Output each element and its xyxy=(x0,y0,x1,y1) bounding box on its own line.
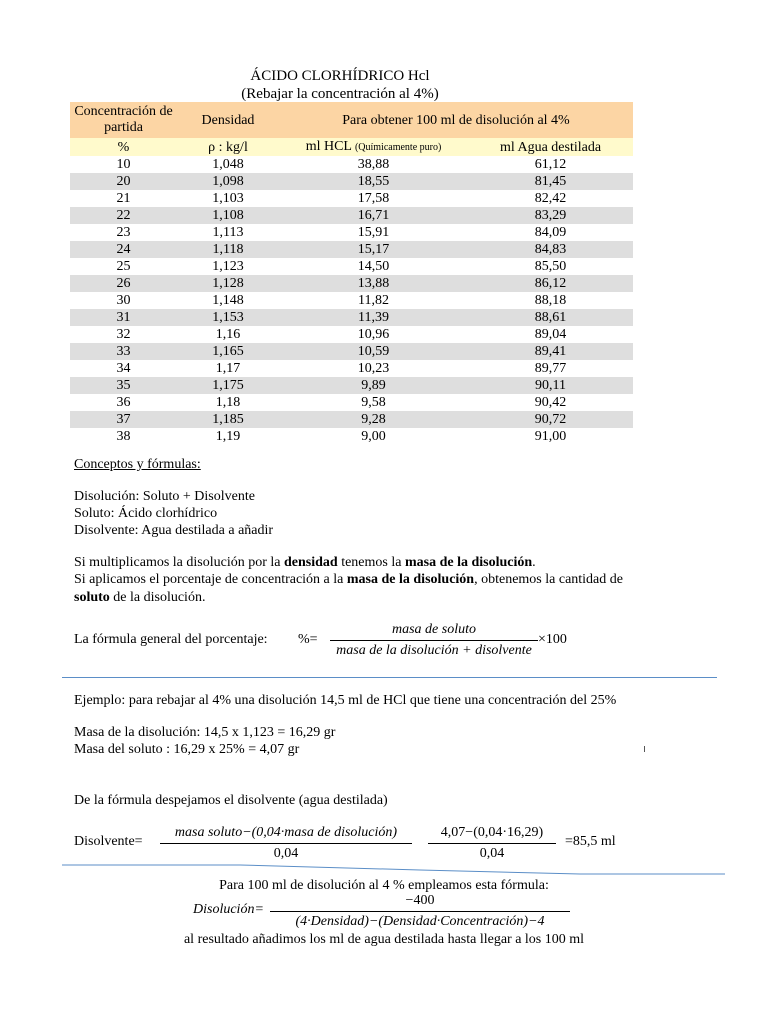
cell-ml-water: 88,61 xyxy=(468,309,633,326)
disolvente-label: Disolvente= xyxy=(74,834,143,849)
cell-density: 1,108 xyxy=(177,207,279,224)
cell-concentration: 36 xyxy=(70,394,177,411)
unit-density: ρ : kg/l xyxy=(177,138,279,156)
cell-ml-hcl: 10,23 xyxy=(279,360,468,377)
cell-concentration: 24 xyxy=(70,241,177,258)
table-row xyxy=(70,309,633,326)
paragraph-soluto: soluto de la disolución. xyxy=(74,590,206,605)
cell-concentration: 30 xyxy=(70,292,177,309)
cell-density: 1,148 xyxy=(177,292,279,309)
table-row xyxy=(70,173,633,190)
cell-ml-water: 90,11 xyxy=(468,377,633,394)
example-masa-disolucion: Masa de la disolución: 14,5 x 1,123 = 16,29 gr xyxy=(74,725,336,740)
unit-hcl-note: (Químicamente puro) xyxy=(354,142,442,153)
cell-density: 1,153 xyxy=(177,309,279,326)
formula-general-lhs: %= xyxy=(298,632,318,647)
cell-ml-water: 88,18 xyxy=(468,292,633,309)
table-row xyxy=(70,326,633,343)
cell-ml-hcl: 18,55 xyxy=(279,173,468,190)
disolvente-fraction-numeric xyxy=(428,825,556,862)
formula-general-numerator: masa de soluto xyxy=(392,622,476,637)
cell-ml-water: 90,42 xyxy=(468,394,633,411)
cell-ml-water: 61,12 xyxy=(468,156,633,173)
table-header-row xyxy=(70,102,633,138)
concept-disolucion: Disolución: Soluto + Disolvente xyxy=(74,489,255,504)
table-row xyxy=(70,207,633,224)
cell-ml-water: 86,12 xyxy=(468,275,633,292)
disolvente-result: =85,5 ml xyxy=(565,834,616,849)
cell-concentration: 20 xyxy=(70,173,177,190)
header-obtain: Para obtener 100 ml de disolución al 4% xyxy=(279,102,633,138)
cell-ml-water: 90,72 xyxy=(468,411,633,428)
cell-ml-hcl: 14,50 xyxy=(279,258,468,275)
table-row xyxy=(70,377,633,394)
cell-density: 1,118 xyxy=(177,241,279,258)
final-denominator: (4·Densidad)−(Densidad·Concentración)−4 xyxy=(270,911,570,930)
cell-ml-hcl: 10,96 xyxy=(279,326,468,343)
final-intro: Para 100 ml de disolución al 4 % empleamos esta fórmula: xyxy=(219,878,549,893)
final-fraction xyxy=(270,893,570,930)
table-row xyxy=(70,292,633,309)
cell-concentration: 22 xyxy=(70,207,177,224)
cell-ml-hcl: 9,00 xyxy=(279,428,468,445)
unit-percent: % xyxy=(70,138,177,156)
cell-ml-water: 89,04 xyxy=(468,326,633,343)
table-row xyxy=(70,343,633,360)
table-row xyxy=(70,411,633,428)
cell-concentration: 33 xyxy=(70,343,177,360)
example-text: Ejemplo: para rebajar al 4% una disolución 14,5 ml de HCl que tiene una concentración del 25% xyxy=(74,693,617,708)
cell-concentration: 38 xyxy=(70,428,177,445)
table-row xyxy=(70,190,633,207)
cell-concentration: 21 xyxy=(70,190,177,207)
cell-ml-hcl: 17,58 xyxy=(279,190,468,207)
cell-ml-hcl: 11,82 xyxy=(279,292,468,309)
table-row xyxy=(70,224,633,241)
disolvente-fraction-symbolic xyxy=(160,825,412,862)
page-title: ÁCIDO CLORHÍDRICO Hcl xyxy=(250,68,430,84)
formula-general-fraction xyxy=(330,622,538,659)
cell-density: 1,098 xyxy=(177,173,279,190)
example-masa-soluto: Masa del soluto : 16,29 x 25% = 4,07 gr xyxy=(74,742,300,757)
cell-concentration: 26 xyxy=(70,275,177,292)
cell-concentration: 23 xyxy=(70,224,177,241)
page-subtitle: (Rebajar la concentración al 4%) xyxy=(241,86,439,102)
cell-density: 1,16 xyxy=(177,326,279,343)
concentration-table xyxy=(70,102,633,445)
paragraph-porcentaje: Si aplicamos el porcentaje de concentración a la masa de la disolución, obtenemos la cantidad de xyxy=(74,572,623,587)
cell-ml-hcl: 9,58 xyxy=(279,394,468,411)
cell-concentration: 34 xyxy=(70,360,177,377)
table-units-row xyxy=(70,138,633,156)
cell-ml-water: 89,77 xyxy=(468,360,633,377)
cell-density: 1,19 xyxy=(177,428,279,445)
stray-mark xyxy=(644,746,645,752)
cell-concentration: 35 xyxy=(70,377,177,394)
cell-concentration: 32 xyxy=(70,326,177,343)
unit-water: ml Agua destilada xyxy=(468,138,633,156)
cell-ml-water: 85,50 xyxy=(468,258,633,275)
cell-ml-water: 84,09 xyxy=(468,224,633,241)
cell-density: 1,113 xyxy=(177,224,279,241)
paragraph-densidad: Si multiplicamos la disolución por la densidad tenemos la masa de la disolución. xyxy=(74,555,536,570)
cell-ml-hcl: 13,88 xyxy=(279,275,468,292)
disolvente-numerator-numeric: 4,07−(0,04·16,29) xyxy=(440,825,544,840)
header-concentration: Concentración de partida xyxy=(70,102,177,138)
cell-ml-hcl: 38,88 xyxy=(279,156,468,173)
divider-line xyxy=(62,677,717,678)
cell-ml-hcl: 11,39 xyxy=(279,309,468,326)
table-row xyxy=(70,428,633,445)
table-row xyxy=(70,258,633,275)
disolvente-denominator-numeric: 0,04 xyxy=(428,843,556,862)
cell-ml-hcl: 15,17 xyxy=(279,241,468,258)
cell-density: 1,18 xyxy=(177,394,279,411)
formula-general-times: ×100 xyxy=(538,632,567,647)
table-row xyxy=(70,241,633,258)
final-outro: al resultado añadimos los ml de agua destilada hasta llegar a los 100 ml xyxy=(183,932,585,947)
formula-general-denominator: masa de la disolución + disolvente xyxy=(330,640,538,659)
cell-density: 1,123 xyxy=(177,258,279,275)
cell-ml-hcl: 9,89 xyxy=(279,377,468,394)
concepts-heading: Conceptos y fórmulas: xyxy=(74,457,201,472)
cell-density: 1,103 xyxy=(177,190,279,207)
cell-ml-hcl: 9,28 xyxy=(279,411,468,428)
concept-soluto: Soluto: Ácido clorhídrico xyxy=(74,506,218,521)
final-numerator: −400 xyxy=(405,893,435,908)
cell-ml-water: 89,41 xyxy=(468,343,633,360)
cell-ml-water: 91,00 xyxy=(468,428,633,445)
cell-concentration: 31 xyxy=(70,309,177,326)
unit-hcl-label: ml HCL xyxy=(305,139,352,154)
concept-disolvente: Disolvente: Agua destilada a añadir xyxy=(74,523,274,538)
cell-density: 1,128 xyxy=(177,275,279,292)
table-row xyxy=(70,156,633,173)
cell-ml-water: 83,29 xyxy=(468,207,633,224)
cell-concentration: 25 xyxy=(70,258,177,275)
cell-ml-water: 82,42 xyxy=(468,190,633,207)
table-row xyxy=(70,394,633,411)
cell-density: 1,165 xyxy=(177,343,279,360)
table-row xyxy=(70,275,633,292)
header-density: Densidad xyxy=(177,102,279,138)
cell-concentration: 10 xyxy=(70,156,177,173)
final-label: Disolución= xyxy=(193,902,264,917)
formula-general-label: La fórmula general del porcentaje: xyxy=(74,632,268,647)
cell-density: 1,175 xyxy=(177,377,279,394)
cell-ml-hcl: 16,71 xyxy=(279,207,468,224)
unit-hcl xyxy=(279,138,468,156)
cell-ml-water: 81,45 xyxy=(468,173,633,190)
despejamos-text: De la fórmula despejamos el disolvente (agua destilada) xyxy=(74,793,388,808)
cell-concentration: 37 xyxy=(70,411,177,428)
cell-density: 1,048 xyxy=(177,156,279,173)
cell-ml-hcl: 10,59 xyxy=(279,343,468,360)
cell-ml-hcl: 15,91 xyxy=(279,224,468,241)
cell-density: 1,17 xyxy=(177,360,279,377)
disolvente-numerator-symbolic: masa soluto−(0,04·masa de disolución) xyxy=(174,825,398,840)
cell-ml-water: 84,83 xyxy=(468,241,633,258)
disolvente-denominator-symbolic: 0,04 xyxy=(160,843,412,862)
cell-density: 1,185 xyxy=(177,411,279,428)
table-row xyxy=(70,360,633,377)
